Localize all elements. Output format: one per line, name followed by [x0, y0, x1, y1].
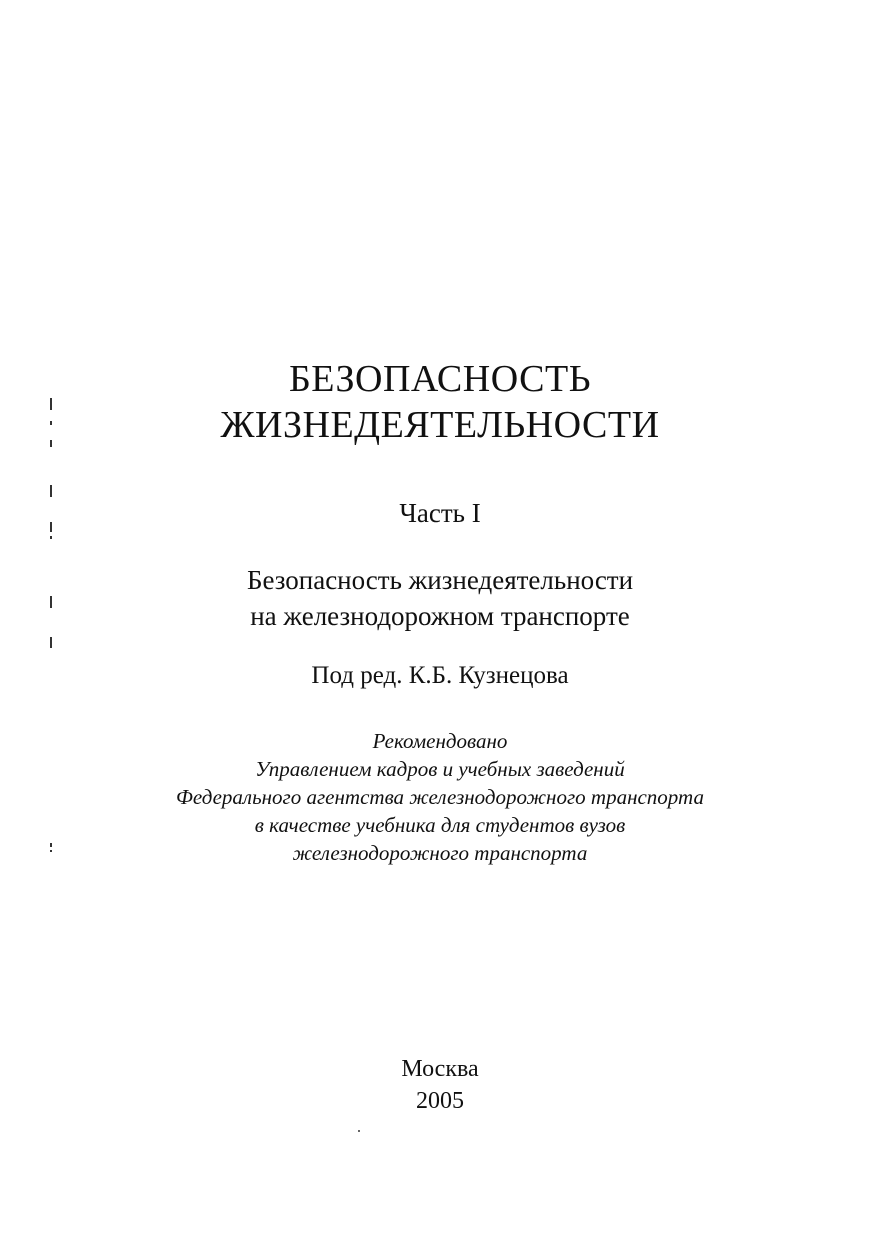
recommendation-line-3: Федерального агентства железнодорожного транспорта [176, 785, 704, 809]
imprint [40, 1053, 840, 1117]
book-subtitle [40, 562, 840, 634]
imprint-city: Москва [401, 1056, 479, 1082]
book-subtitle-line-2: на железнодорожном транспорте [250, 601, 630, 631]
recommendation-line-2: Управлением кадров и учебных заведений [255, 757, 625, 781]
book-title [40, 356, 840, 448]
book-subtitle-line-1: Безопасность жизнедеятельности [246, 565, 634, 595]
scan-speck [358, 1130, 360, 1132]
margin-mark [50, 637, 52, 648]
recommendation-line-1: Рекомендовано [372, 729, 508, 753]
part-label: Часть I [399, 498, 481, 528]
recommendation-line-5: железнодорожного транспорта [292, 841, 588, 865]
recommendation-block [40, 727, 840, 867]
recommendation-line-4: в качестве учебника для студентов вузов [254, 813, 626, 837]
imprint-year: 2005 [416, 1088, 464, 1114]
editor-credit: Под ред. К.Б. Кузнецова [311, 662, 569, 689]
margin-mark [50, 536, 52, 539]
book-title-line-1: БЕЗОПАСНОСТЬ [288, 358, 592, 400]
book-title-line-2: ЖИЗНЕДЕЯТЕЛЬНОСТИ [220, 404, 660, 446]
